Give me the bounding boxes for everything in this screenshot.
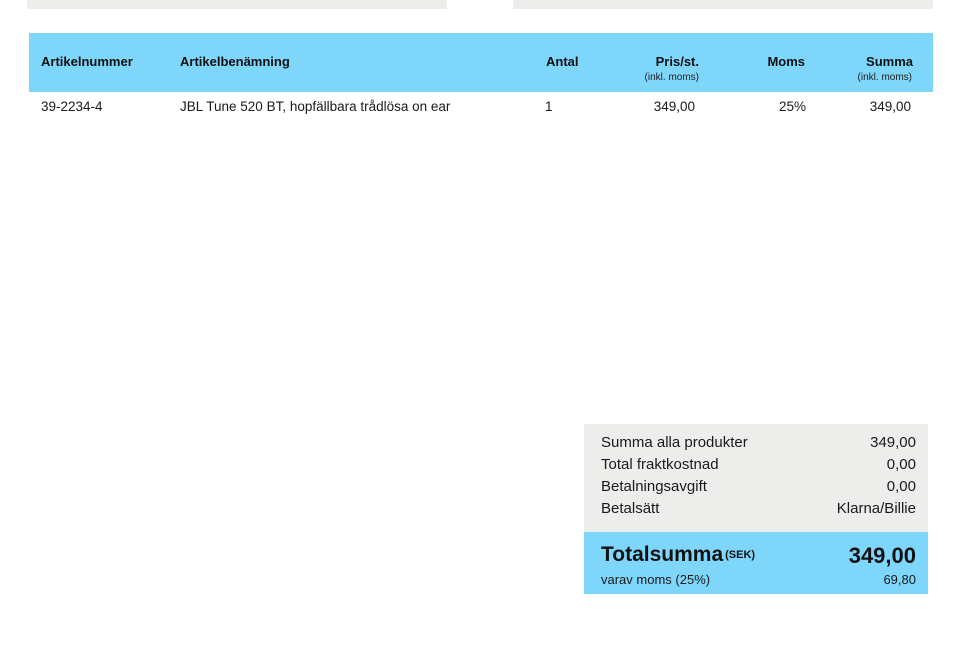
summary-value: Klarna/Billie [836, 500, 916, 517]
total-label-text: Totalsumma [601, 543, 724, 566]
summary-label: Total fraktkostnad [601, 456, 719, 473]
summary-row-shipping [601, 456, 916, 478]
header-article-number: Artikelnummer [41, 54, 133, 69]
header-vat: Moms [767, 54, 805, 69]
total-currency: (SEK) [725, 549, 756, 561]
vat-label: varav moms (25%) [601, 572, 711, 587]
row-sum: 349,00 [869, 99, 911, 114]
vat-value: 69,80 [883, 572, 916, 587]
summary-value: 0,00 [886, 478, 916, 495]
summary-label: Betalningsavgift [601, 478, 707, 495]
row-article-number: 39-2234-4 [41, 99, 103, 114]
total-label [601, 543, 755, 567]
summary-value: 0,00 [886, 456, 916, 473]
header-unit-price-note: (inkl. moms) [644, 72, 699, 83]
header-quantity: Antal [546, 54, 579, 69]
summary-box [584, 424, 928, 532]
address-box-right [513, 0, 933, 9]
address-box-left [27, 0, 447, 9]
summary-label: Betalsätt [601, 500, 660, 517]
row-vat: 25% [778, 99, 806, 114]
header-article-name: Artikelbenämning [180, 54, 290, 69]
items-table-header [29, 33, 933, 92]
row-unit-price: 349,00 [653, 99, 695, 114]
header-unit-price: Pris/st. [655, 54, 699, 69]
summary-value: 349,00 [870, 434, 916, 451]
header-sum: Summa [866, 54, 913, 69]
summary-row-payment-fee [601, 478, 916, 500]
total-box [584, 532, 928, 594]
summary-row-products [601, 434, 916, 456]
total-value: 349,00 [848, 543, 916, 568]
summary-row-payment-method [601, 500, 916, 522]
row-article-name: JBL Tune 520 BT, hopfällbara trådlösa on ear [180, 99, 451, 114]
header-sum-note: (inkl. moms) [857, 72, 912, 83]
summary-label: Summa alla produkter [601, 434, 748, 451]
table-row [29, 92, 933, 122]
row-quantity: 1 [545, 99, 553, 114]
